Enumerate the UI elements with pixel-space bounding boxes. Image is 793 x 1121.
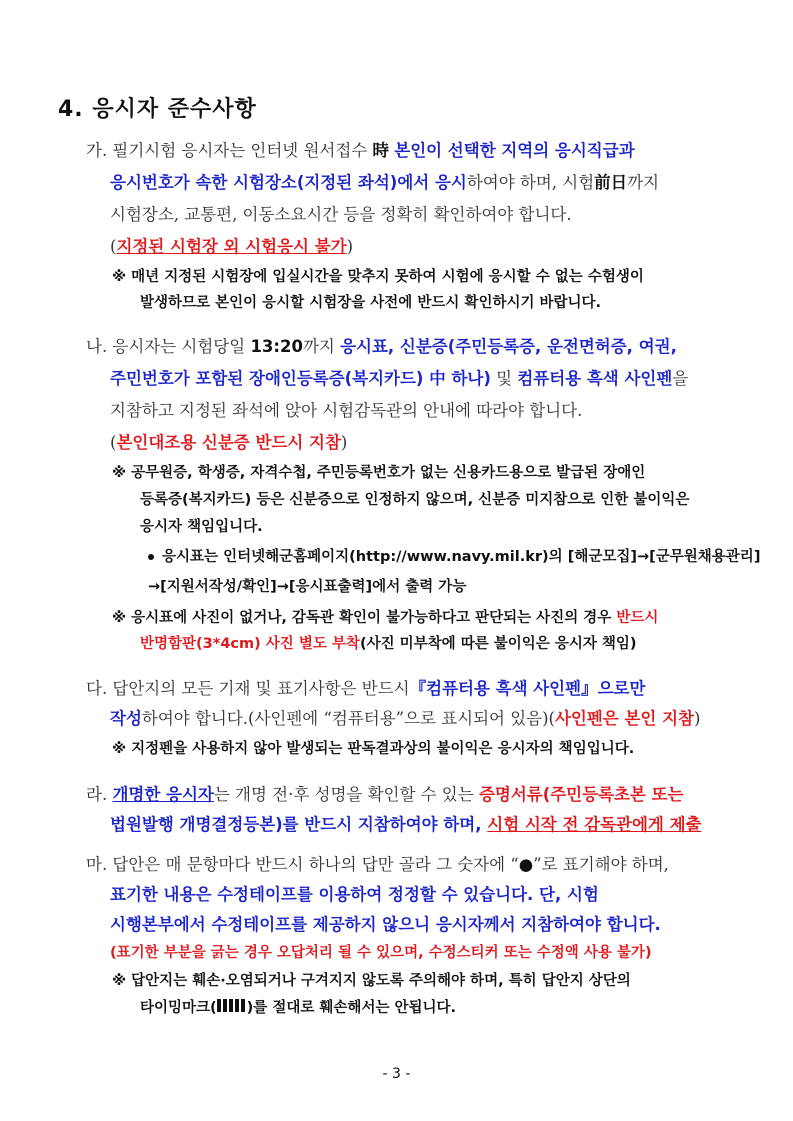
item-ga-line-3: 시험장소, 교통편, 이동소요시간 등을 정확히 확인하여야 합니다. bbox=[110, 205, 572, 224]
item-ga-line-4: (지정된 시험장 외 시험응시 불가) bbox=[110, 237, 354, 256]
item-na-line-4: (본인대조용 신분증 반드시 지참) bbox=[110, 433, 348, 452]
item-na-note-4: ※ 응시표에 사진이 없거나, 감독관 확인이 불가능하다고 판단되는 사진의 경우 반드시 bbox=[112, 610, 659, 626]
item-da-note-1: ※ 지정펜을 사용하지 않아 발생되는 판독결과상의 불이익은 응시자의 책임입니다. bbox=[112, 741, 635, 757]
item-ma-note-1: ※ 답안지는 훼손·오염되거나 구겨지지 않도록 주의해야 하며, 특히 답안지 상단의 bbox=[112, 973, 631, 989]
bullet-icon bbox=[148, 554, 154, 560]
reference-mark-icon: ※ bbox=[112, 269, 132, 285]
item-na-bullet-2: →[지원서작성/확인]→[응시표출력]에서 출력 가능 bbox=[148, 579, 467, 595]
reference-mark-icon: ※ bbox=[112, 741, 132, 757]
item-na-line-3: 지참하고 지정된 좌석에 앉아 시험감독관의 안내에 따라야 합니다. bbox=[110, 401, 583, 420]
item-na-note-5: 반명함판(3*4cm) 사진 별도 부착(사진 미부착에 따른 불이익은 응시자 책임) bbox=[140, 636, 637, 652]
page-number: - 3 - bbox=[382, 1066, 411, 1082]
item-ma-line-3: 시행본부에서 수정테이프를 제공하지 않으니 응시자께서 지참하여야 합니다. bbox=[110, 915, 661, 934]
item-ra-line-1: 라. 개명한 응시자는 개명 전·후 성명을 확인할 수 있는 증명서류(주민등록초본 또는 bbox=[86, 785, 684, 804]
section-heading: 4. 응시자 준수사항 bbox=[58, 97, 257, 122]
item-na-note-1: ※ 공무원증, 학생증, 자격수첩, 주민등록번호가 없는 신용카드용으로 발급된 장애인 bbox=[112, 465, 646, 481]
item-ma-line-1: 마. 답안은 매 문항마다 반드시 하나의 답만 골라 그 숫자에 “●”로 표기해야 하며, bbox=[86, 855, 669, 874]
item-ga-note-1: ※ 매년 지정된 시험장에 입실시간을 맞추지 못하여 시험에 응시할 수 없는 수험생이 bbox=[112, 269, 644, 285]
item-ga-line-1: 가. 필기시험 응시자는 인터넷 원서접수 時 본인이 선택한 지역의 응시직급과 bbox=[86, 141, 635, 160]
timing-mark-icon bbox=[217, 997, 247, 1019]
reference-mark-icon: ※ bbox=[112, 465, 132, 481]
item-ra-line-2: 법원발행 개명결정등본)를 반드시 지참하여야 하며, 시험 시작 전 감독관에게 제출 bbox=[110, 815, 702, 834]
item-na-note-3: 응시자 책임입니다. bbox=[140, 519, 263, 535]
reference-mark-icon: ※ bbox=[112, 973, 132, 989]
item-ga-note-2: 발생하므로 본인이 응시할 시험장을 사전에 반드시 확인하시기 바랍니다. bbox=[140, 295, 602, 311]
item-na-note-2: 등록증(복지카드) 등은 신분증으로 인정하지 않으며, 신분증 미지참으로 인한 불이익은 bbox=[140, 492, 690, 508]
item-ma-line-4: (표기한 부분을 긁는 경우 오답처리 될 수 있으며, 수정스티커 또는 수정액 사용 불가) bbox=[110, 945, 652, 961]
item-na-line-1: 나. 응시자는 시험당일 13:20까지 응시표, 신분증(주민등록증, 운전면허증, 여권, bbox=[86, 337, 677, 356]
item-ga-line-2: 응시번호가 속한 시험장소(지정된 좌석)에서 응시하여야 하며, 시험前日까지 bbox=[110, 173, 660, 192]
item-da-line-1: 다. 답안지의 모든 기재 및 표기사항은 반드시『컴퓨터용 흑색 사인펜』으로만 bbox=[86, 679, 646, 698]
item-ma-line-2: 표기한 내용은 수정테이프를 이용하여 정정할 수 있습니다. 단, 시험 bbox=[110, 885, 599, 904]
item-da-line-2: 작성하여야 합니다.(사인펜에 “컴퓨터용”으로 표시되어 있음)(사인펜은 본인 지참) bbox=[110, 709, 701, 728]
item-na-bullet-1: 응시표는 인터넷해군홈페이지(http://www.navy.mil.kr)의 [해군모집]→[군무원채용관리] bbox=[148, 546, 760, 568]
item-ma-note-2: 타이밍마크( )를 절대로 훼손해서는 안됩니다. bbox=[140, 997, 456, 1019]
item-na-line-2: 주민번호가 포함된 장애인등록증(복지카드) 中 하나) 및 컴퓨터용 흑색 사인펜을 bbox=[110, 369, 689, 388]
reference-mark-icon: ※ bbox=[112, 610, 132, 626]
